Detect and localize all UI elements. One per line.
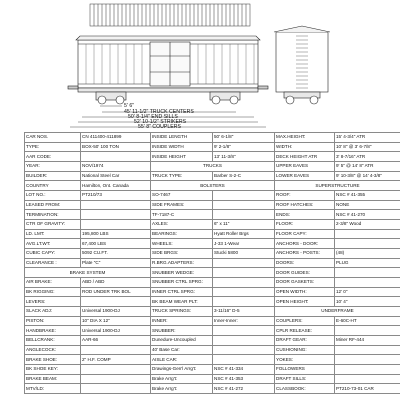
- spec-label: CUSHIONING:: [275, 345, 335, 355]
- spec-row: [25, 142, 400, 152]
- spec-value: [335, 239, 400, 249]
- dimension-label: 45' 11-1/2" TRUCK CENTERS: [124, 109, 194, 115]
- spec-label: AAR CODE:: [25, 152, 81, 162]
- spec-row: [25, 191, 400, 201]
- spec-value: PLUG: [335, 258, 400, 268]
- spec-row: [25, 210, 400, 220]
- spec-value: 6" x 11": [213, 220, 275, 230]
- spec-label: MTV/LD:: [25, 384, 81, 394]
- spec-label: TRUCK SPRINGS:: [151, 307, 213, 317]
- spec-label: CLEARANCE :: [25, 258, 81, 268]
- spec-value: [213, 355, 275, 365]
- spec-label: 9' 5" @ 14' 8" ATR: [335, 162, 400, 172]
- spec-row: [25, 200, 400, 210]
- spec-row: [25, 365, 400, 375]
- spec-label: ROOF HATCHES:: [275, 200, 335, 210]
- spec-label: DRAFT GEAR:: [275, 336, 335, 346]
- spec-value: 5092 CU.FT.: [81, 249, 151, 259]
- spec-value: [213, 297, 275, 307]
- spec-label: SIDE BRGS:: [151, 249, 213, 259]
- spec-row: [25, 374, 400, 384]
- spec-label: CUBIC CAPY:: [25, 249, 81, 259]
- spec-label: LOWER EAVES: [275, 171, 335, 181]
- spec-value: [81, 152, 151, 162]
- spec-value: [335, 278, 400, 288]
- plug-door: [150, 42, 190, 86]
- spec-label: YOKES:: [275, 355, 335, 365]
- spec-label: CAR NOS.: [25, 133, 81, 143]
- spec-value: [335, 355, 400, 365]
- spec-row: [25, 278, 400, 288]
- spec-value: National Steel Car: [81, 171, 151, 181]
- spec-label: FOLLOWERS: [275, 365, 335, 375]
- spec-row: [25, 268, 400, 278]
- spec-value: [213, 200, 275, 210]
- spec-value: 195,800 LBS: [81, 229, 151, 239]
- spec-label: YEAR:: [25, 162, 81, 172]
- spec-label: BRAKE SHOE:: [25, 355, 81, 365]
- spec-value: AAR-66: [81, 336, 151, 346]
- spec-label: BK SHOE KEY:: [25, 365, 81, 375]
- spec-value: Plate "C": [81, 258, 151, 268]
- spec-value: J-33 1-Wear: [213, 239, 275, 249]
- spec-label: BUILDER:: [25, 171, 81, 181]
- spec-value: 15' 4-3/4" ATR: [335, 133, 400, 143]
- spec-row: [25, 384, 400, 394]
- spec-value: [335, 345, 400, 355]
- spec-value: [213, 210, 275, 220]
- section-header: SUPERSTRUCTURE: [275, 181, 400, 191]
- spec-label: CLASSBOOK:: [275, 384, 335, 394]
- spec-value: E-60C-HT: [335, 316, 400, 326]
- spec-row: [25, 287, 400, 297]
- spec-label: R.BRG.ADAPTERS:: [151, 258, 213, 268]
- spec-label: MAX.HEIGHT:: [275, 133, 335, 143]
- spec-label: [213, 268, 275, 278]
- spec-value: [335, 326, 400, 336]
- spec-row: [25, 307, 400, 317]
- spec-value: [213, 287, 275, 297]
- spec-value: 13' 11-3/8": [213, 152, 275, 162]
- spec-value: Miner RF-444: [335, 336, 400, 346]
- spec-label: LEVERS:: [25, 297, 81, 307]
- spec-row: [25, 297, 400, 307]
- spec-label: ANCHORS - POSTS:: [275, 249, 335, 259]
- spec-value: [81, 374, 151, 384]
- spec-value: SNUBBER WEDGE:: [151, 268, 213, 278]
- spec-label: BK BEAM WEAR PLT:: [151, 297, 213, 307]
- spec-label: SO-7467: [151, 191, 213, 201]
- spec-label: 40' Base Car:: [151, 345, 213, 355]
- top-running-board: [90, 4, 250, 26]
- spec-row: [25, 345, 400, 355]
- spec-label: CTR OF GRAVITY:: [25, 220, 81, 230]
- spec-value: 9' 10-3/8" @ 14' 4-3/8": [335, 171, 400, 181]
- spec-value: Universal 1900-DJ: [81, 307, 151, 317]
- dimension-label: 5' 6": [124, 103, 135, 109]
- spec-label: INSIDE HEIGHT: [151, 152, 213, 162]
- spec-label: CPLR RELEASE:: [275, 326, 335, 336]
- spec-label: HANDBRAKE:: [25, 326, 81, 336]
- spec-value: 9' 2-1/8": [213, 142, 275, 152]
- spec-value: 2" H.F. COMP: [81, 355, 151, 365]
- spec-value: [213, 278, 275, 288]
- spec-row: [25, 355, 400, 365]
- spec-value: 50' 6-1/8": [213, 133, 275, 143]
- spec-value: 3-11/16" D-5: [213, 307, 275, 317]
- spec-value: 2-3/8" Wood: [335, 220, 400, 230]
- spec-label: AXLES:: [151, 220, 213, 230]
- spec-label: BEARINGS:: [151, 229, 213, 239]
- spec-value: DOOR GUIDES:: [275, 268, 335, 278]
- spec-label: BK RIGGING:: [25, 287, 81, 297]
- section-header: BOLSTERS: [151, 181, 275, 191]
- spec-label: LEASED FROM:: [25, 200, 81, 210]
- spec-label: ENDS:: [275, 210, 335, 220]
- spec-row: [25, 152, 400, 162]
- spec-label: DOORS:: [275, 258, 335, 268]
- spec-row: [25, 316, 400, 326]
- spec-value: [213, 258, 275, 268]
- spec-label: COUNTRY: [25, 181, 81, 191]
- spec-label: Brake Arrg't:: [151, 384, 213, 394]
- spec-value: Hyatt Roller Brgs: [213, 229, 275, 239]
- spec-label: AVG.LT.WT:: [25, 239, 81, 249]
- spec-label: DOOR GASKETS:: [275, 278, 335, 288]
- spec-label: OPEN HEIGHT:: [275, 297, 335, 307]
- spec-label: ANCHORS - DOOR:: [275, 239, 335, 249]
- spec-value: NSC # 41-355: [335, 191, 400, 201]
- spec-label: DECK HEIGHT ATR: [275, 152, 335, 162]
- spec-value: NSC # 41-272: [213, 384, 275, 394]
- spec-row: [25, 220, 400, 230]
- spec-value: [81, 365, 151, 375]
- spec-label: FLOOR:: [275, 220, 335, 230]
- spec-value: 10" DIA X 12": [81, 316, 151, 326]
- spec-value: Inner-Inner:: [213, 316, 275, 326]
- spec-row: [25, 171, 400, 181]
- spec-label: Drawings-Gen'l Arrg't:: [151, 365, 213, 375]
- spec-value: [81, 220, 151, 230]
- spec-label: SNUBBER:: [151, 326, 213, 336]
- dimension-label: 52' 10-1/2" STRIKERS: [134, 119, 187, 125]
- spec-value: PT210/73: [81, 191, 151, 201]
- section-header: UNDERFRAME: [275, 307, 400, 317]
- spec-row: [25, 258, 400, 268]
- spec-row: [25, 229, 400, 239]
- spec-value: [335, 365, 400, 375]
- spec-value: Barber S-2-C: [213, 171, 275, 181]
- spec-label: WIDTH:: [275, 142, 335, 152]
- dimension-label: 55' 8" COUPLERS: [138, 124, 181, 130]
- spec-row: [25, 162, 400, 172]
- spec-label: INSIDE WIDTH: [151, 142, 213, 152]
- dimension-label: 50' 8-1/4" END SILLS: [128, 114, 178, 120]
- section-header: BRAKE SYSTEM: [25, 268, 151, 278]
- spec-label: DRAFT SILLS:: [275, 374, 335, 384]
- spec-value: BOX-50' 100 TON: [81, 142, 151, 152]
- spec-value: (48): [335, 249, 400, 259]
- spec-label: SNUBBER CTRL SPRG:: [151, 278, 213, 288]
- spec-value: [81, 297, 151, 307]
- spec-row: [25, 239, 400, 249]
- spec-label: PISTON:: [25, 316, 81, 326]
- spec-value: NSC # 41-353: [213, 374, 275, 384]
- spec-value: NSC # 41-270: [335, 210, 400, 220]
- spec-row: [25, 326, 400, 336]
- spec-value: NOV/1974: [81, 162, 151, 172]
- spec-value: 10' 8" @ 3' 6-7/8": [335, 142, 400, 152]
- spec-label: ANGLECOCK:: [25, 345, 81, 355]
- spec-value: 67,400 LBS: [81, 239, 151, 249]
- spec-row: [25, 249, 400, 259]
- spec-row: [25, 336, 400, 346]
- spec-label: TRUCK TYPE:: [151, 171, 213, 181]
- spec-value: Universal 1900-DJ: [81, 326, 151, 336]
- spec-label: INNER:: [151, 316, 213, 326]
- spec-label: LOT NO.:: [25, 191, 81, 201]
- spec-label: Dunedure-Uncoupled: [151, 336, 213, 346]
- car-end-view: [274, 26, 330, 104]
- spec-value: [81, 345, 151, 355]
- spec-value: [213, 191, 275, 201]
- spec-label: WHEELS:: [151, 239, 213, 249]
- spec-label: OPEN WIDTH:: [275, 287, 335, 297]
- spec-value: PT210-73-01 CAR: [335, 384, 400, 394]
- spec-value: UPPER EAVES: [275, 162, 335, 172]
- spec-label: INNER CTRL SPRG:: [151, 287, 213, 297]
- spec-value: 10' 4": [335, 297, 400, 307]
- section-header: TRUCKS: [151, 162, 275, 172]
- spec-label: TYPE:: [25, 142, 81, 152]
- spec-value: NONE: [335, 200, 400, 210]
- spec-value: [213, 336, 275, 346]
- spec-label: Brake Arrg't:: [151, 374, 213, 384]
- spec-label: BELLCRANK:: [25, 336, 81, 346]
- spec-label: INSIDE LENGTH: [151, 133, 213, 143]
- spec-label: SLACK ADJ:: [25, 307, 81, 317]
- spec-value: ROD UNDER TRK BOL: [81, 287, 151, 297]
- spec-value: [81, 210, 151, 220]
- spec-label: BRAKE BEAM:: [25, 374, 81, 384]
- spec-value: Hamilton, Ont. Canada: [81, 181, 151, 191]
- spec-label: LD. LMT:: [25, 229, 81, 239]
- spec-label: ROOF:: [275, 191, 335, 201]
- spec-value: [335, 229, 400, 239]
- spec-value: [213, 326, 275, 336]
- spec-value: 12' 0": [335, 287, 400, 297]
- truck-wheels: [98, 96, 238, 104]
- spec-label: [335, 268, 400, 278]
- spec-label: SIDE FRAMES:: [151, 200, 213, 210]
- spec-value: [81, 200, 151, 210]
- spec-value: NSC # 41-334: [213, 365, 275, 375]
- spec-value: [213, 345, 275, 355]
- boxcar-side-elevation-drawing: [0, 0, 400, 132]
- spec-row: [25, 133, 400, 143]
- spec-label: AISLE CAR:: [151, 355, 213, 365]
- spec-label: TF-7187-C: [151, 210, 213, 220]
- spec-label: TERMINATION:: [25, 210, 81, 220]
- spec-value: [335, 374, 400, 384]
- spec-value: [81, 384, 151, 394]
- spec-label: FLOOR CAPY:: [275, 229, 335, 239]
- spec-label: COUPLERS:: [275, 316, 335, 326]
- spec-value: Stucki 5800: [213, 249, 275, 259]
- spec-value: ABD / ABD: [81, 278, 151, 288]
- spec-value: 3' 8-7/16" ATR: [335, 152, 400, 162]
- car-spec-table: [24, 132, 400, 394]
- spec-row: [25, 181, 400, 191]
- page-cutoff: [0, 394, 400, 400]
- spec-label: AIR BRAKE:: [25, 278, 81, 288]
- spec-value: CN 411400-411899: [81, 133, 151, 143]
